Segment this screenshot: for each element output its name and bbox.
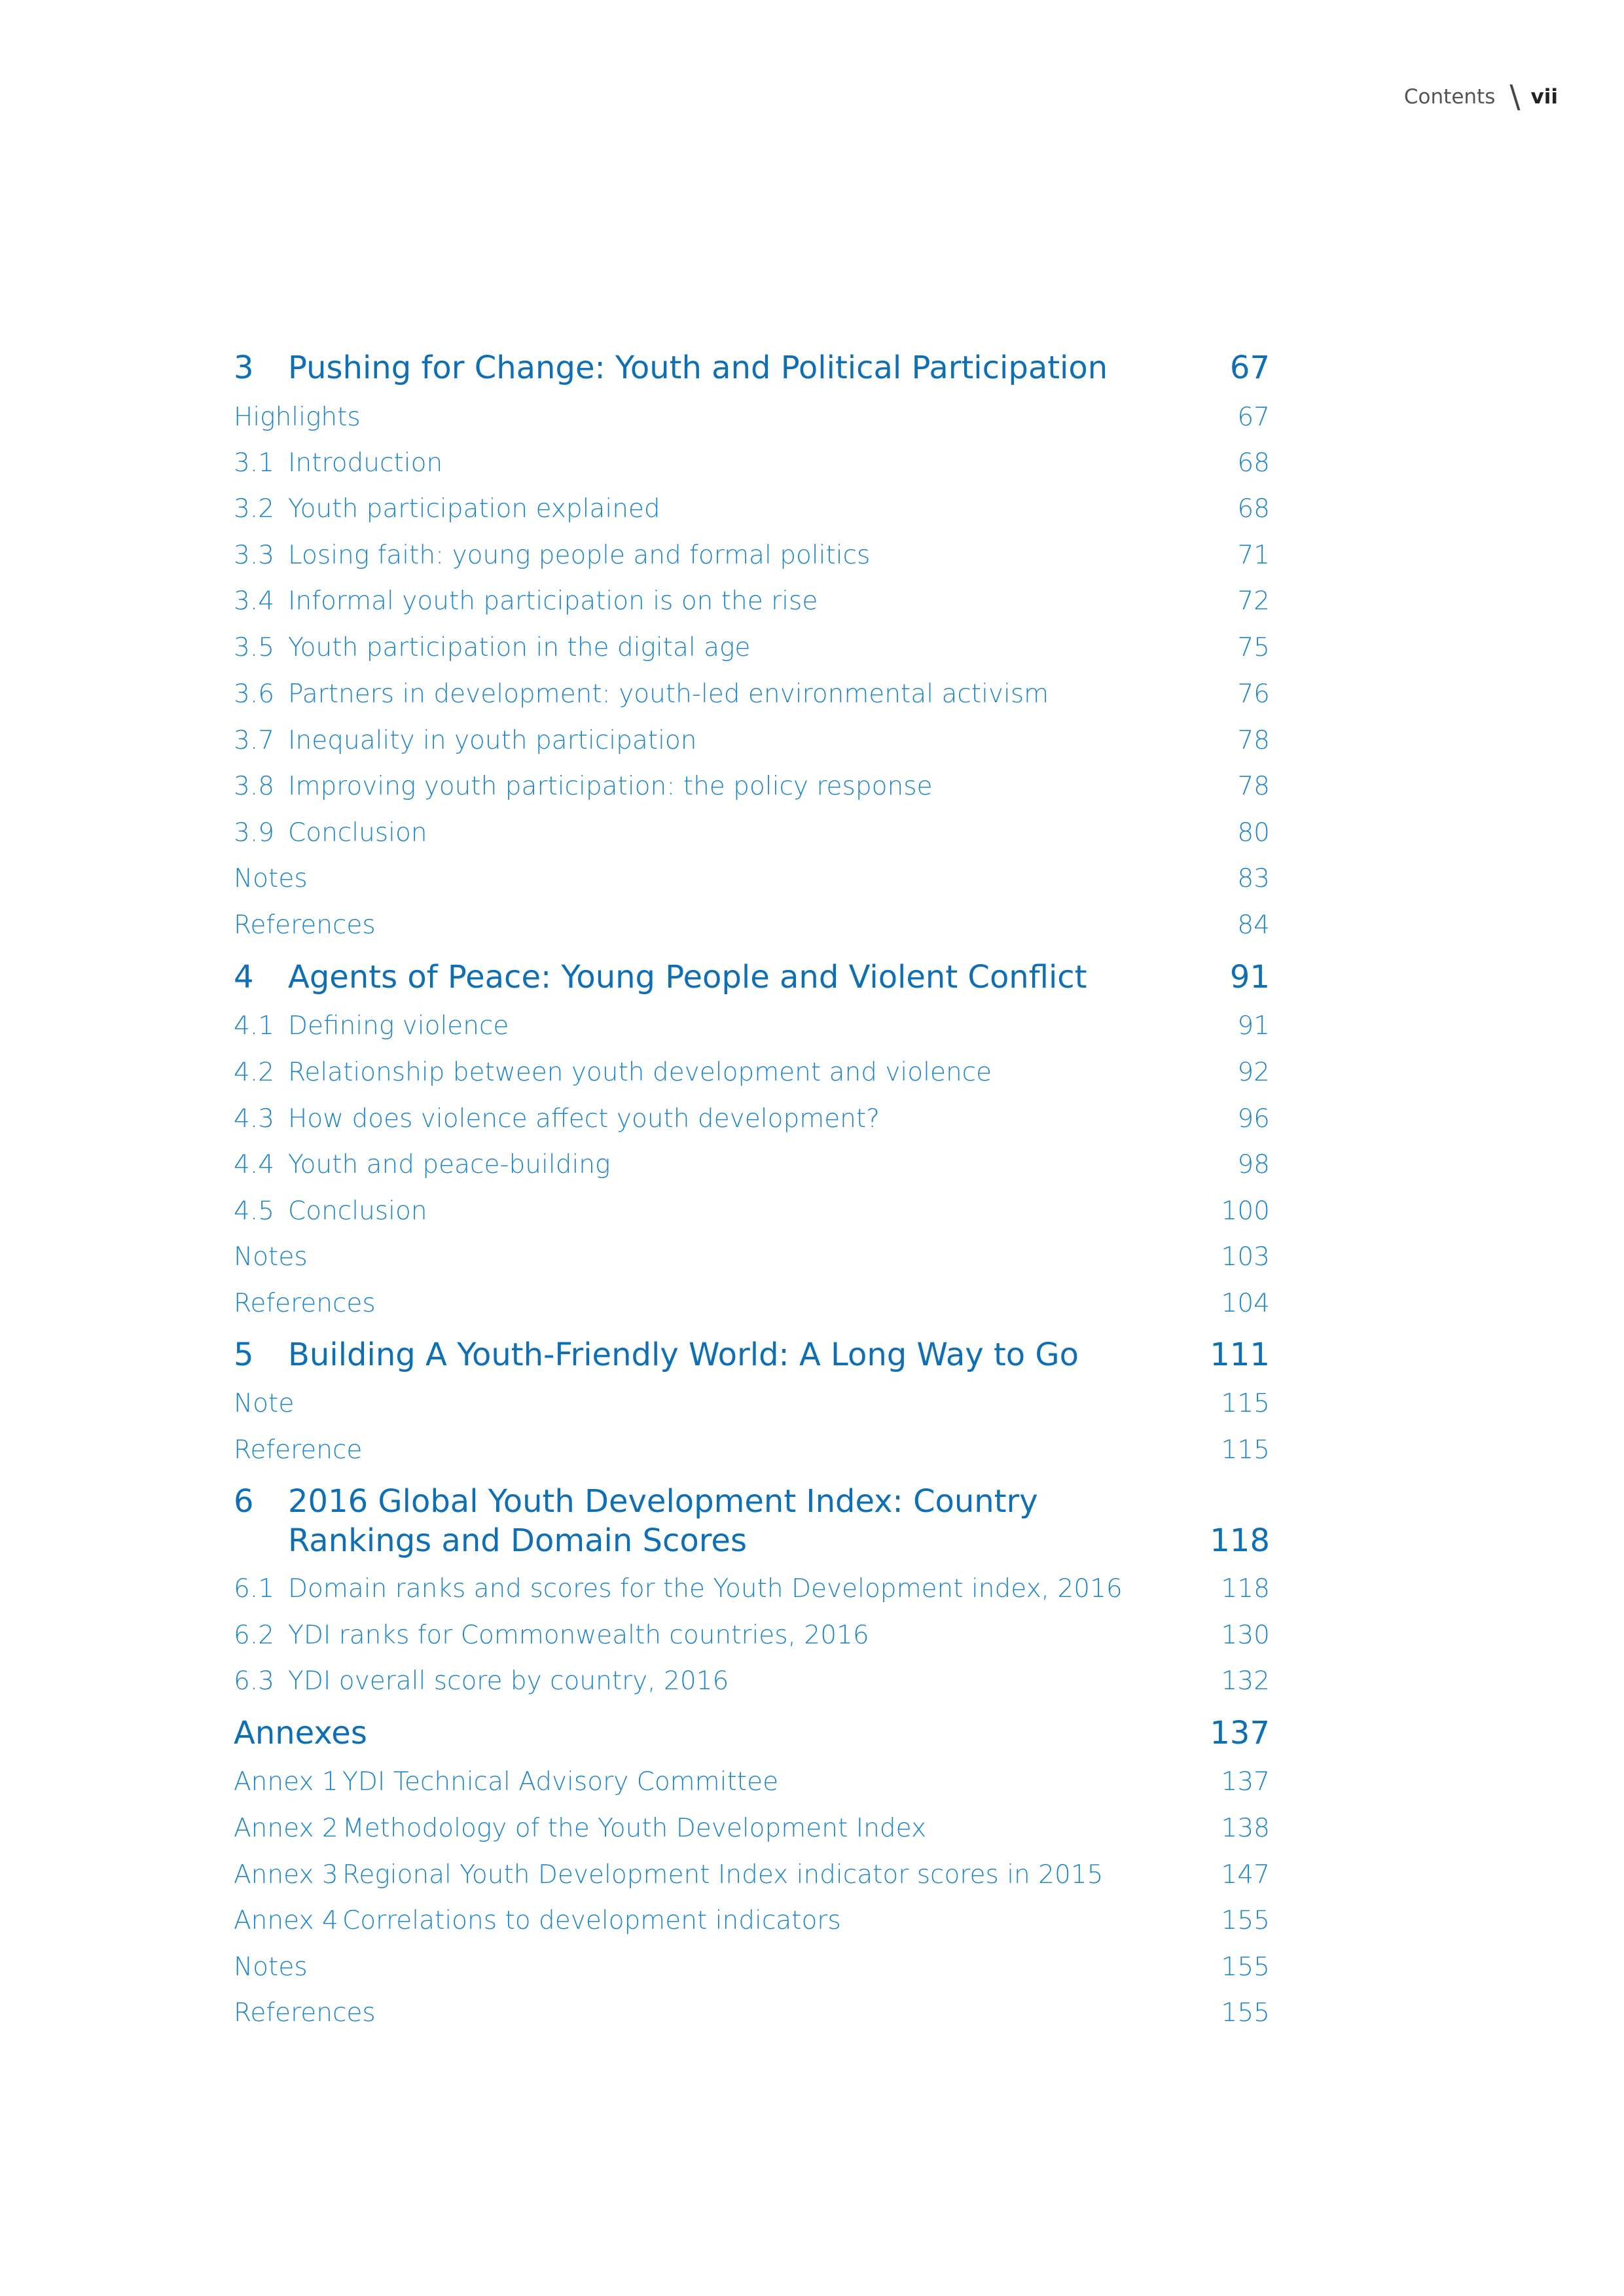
toc-number: 6.2: [234, 1621, 275, 1650]
toc-title: Regional Youth Development Index indicator scores in 2015: [342, 1860, 1104, 1890]
toc-title: Domain ranks and scores for the Youth Development index, 2016: [288, 1574, 1123, 1604]
toc-page: 96: [1237, 1104, 1270, 1134]
toc-page: 72: [1237, 586, 1270, 616]
toc-title: Notes: [234, 864, 308, 893]
toc-page: 67: [1237, 403, 1270, 432]
toc-page: 137: [1210, 1715, 1270, 1751]
toc-entry[interactable]: [234, 1664, 1270, 1698]
toc-number: 6: [234, 1483, 254, 1520]
toc-title: Building A Youth-Friendly World: A Long Way to Go: [288, 1336, 1079, 1373]
toc-page: 111: [1210, 1336, 1270, 1373]
toc-title: Informal youth participation is on the rise: [288, 586, 818, 616]
toc-page: 118: [1210, 1522, 1270, 1559]
toc-page: 92: [1237, 1058, 1270, 1087]
toc-number: 4: [234, 959, 254, 996]
toc-entry[interactable]: [234, 1387, 1270, 1421]
toc-title: Relationship between youth development and violence: [288, 1058, 992, 1087]
toc-page: 155: [1221, 1906, 1270, 1935]
toc-number: Annex 3: [234, 1860, 338, 1890]
toc-number: 3.2: [234, 494, 275, 524]
toc-number: 3.7: [234, 726, 275, 755]
toc-page: 83: [1237, 864, 1270, 893]
toc-entry[interactable]: [234, 1148, 1270, 1182]
toc-title: References: [234, 1998, 376, 2028]
toc-entry[interactable]: [234, 584, 1270, 619]
toc-page: 78: [1237, 772, 1270, 801]
toc-page: 67: [1229, 350, 1270, 386]
toc-page: 80: [1237, 818, 1270, 848]
toc-title: YDI overall score by country, 2016: [288, 1666, 729, 1696]
toc-entry[interactable]: [234, 1619, 1270, 1653]
toc-page: 138: [1221, 1814, 1270, 1843]
toc-title: Defining violence: [288, 1011, 509, 1041]
header-page-number: vii: [1530, 85, 1558, 109]
toc-entry[interactable]: [234, 724, 1270, 758]
toc-page: 68: [1237, 494, 1270, 524]
toc-title: References: [234, 1289, 376, 1318]
toc-title: Notes: [234, 1242, 308, 1272]
toc-title: Note: [234, 1389, 295, 1418]
toc-entry[interactable]: [234, 492, 1270, 526]
header-section-label: Contents: [1403, 85, 1496, 109]
toc-number: 4.5: [234, 1196, 275, 1226]
toc-title: Conclusion: [288, 1196, 427, 1226]
toc-entry[interactable]: [234, 677, 1270, 711]
toc-entry[interactable]: [234, 1194, 1270, 1229]
toc-number: 6.3: [234, 1666, 275, 1696]
toc-chapter-4[interactable]: [234, 958, 1270, 997]
toc-page: 91: [1229, 959, 1270, 996]
toc-entry[interactable]: [234, 401, 1270, 435]
toc-number: 3.3: [234, 541, 275, 570]
toc-page: 84: [1237, 910, 1270, 940]
toc-number: 4.1: [234, 1011, 275, 1041]
toc-page: 132: [1221, 1666, 1270, 1696]
toc-title: Agents of Peace: Young People and Violent Conflict: [288, 959, 1087, 996]
toc-number: Annex 1: [234, 1767, 338, 1797]
toc-entry[interactable]: [234, 1996, 1270, 2030]
toc-page: 147: [1221, 1860, 1270, 1890]
toc-number: 3.6: [234, 679, 275, 709]
toc-number: 3.8: [234, 772, 275, 801]
toc-entry[interactable]: [234, 1102, 1270, 1136]
toc-title: References: [234, 910, 376, 940]
toc-chapter-3[interactable]: [234, 348, 1270, 387]
running-header: [1404, 77, 1558, 117]
toc-chapter-5[interactable]: [234, 1335, 1270, 1374]
toc-entry[interactable]: [234, 816, 1270, 850]
toc-title: Correlations to development indicators: [342, 1906, 841, 1935]
toc-number: 3.4: [234, 586, 275, 616]
toc-page: 130: [1221, 1621, 1270, 1650]
toc-entry[interactable]: [234, 446, 1270, 480]
toc-entry[interactable]: [234, 770, 1270, 804]
toc-title: YDI Technical Advisory Committee: [342, 1767, 779, 1797]
toc-page: 68: [1237, 448, 1270, 478]
toc-title: Partners in development: youth-led environmental activism: [288, 679, 1049, 709]
toc-number: 3.9: [234, 818, 275, 848]
toc-entry[interactable]: [234, 1433, 1270, 1467]
toc-page: 100: [1221, 1196, 1270, 1226]
toc-number: 5: [234, 1336, 254, 1373]
toc-title: Pushing for Change: Youth and Political Participation: [288, 350, 1108, 386]
toc-page: 104: [1221, 1289, 1270, 1318]
toc-entry[interactable]: [234, 631, 1270, 665]
toc-entry[interactable]: [234, 1950, 1270, 1984]
toc-title: YDI ranks for Commonwealth countries, 2016: [288, 1621, 869, 1650]
toc-title: Youth and peace-building: [288, 1150, 611, 1179]
header-separator: \: [1509, 79, 1521, 115]
toc-entry[interactable]: [234, 1812, 1270, 1846]
toc-number: 3.1: [234, 448, 275, 478]
toc-page: 75: [1237, 633, 1270, 662]
toc-title: How does violence affect youth development?: [288, 1104, 880, 1134]
toc-entry[interactable]: [234, 1858, 1270, 1892]
toc-page: 155: [1221, 1952, 1270, 1982]
toc-page: 155: [1221, 1998, 1270, 2028]
toc-entry[interactable]: [234, 1904, 1270, 1938]
toc-chapter-annexes[interactable]: [234, 1713, 1270, 1753]
toc-page: 71: [1237, 541, 1270, 570]
toc-title: Annexes: [234, 1715, 367, 1751]
toc-number: 4.4: [234, 1150, 275, 1179]
toc-number: Annex 4: [234, 1906, 338, 1935]
toc-entry[interactable]: [234, 1240, 1270, 1274]
toc-title: Youth participation in the digital age: [288, 633, 751, 662]
toc-title: 2016 Global Youth Development Index: Country Rankings and Domain Scores: [288, 1483, 1038, 1559]
toc-page: 76: [1237, 679, 1270, 709]
toc-title: Notes: [234, 1952, 308, 1982]
toc-title: Introduction: [288, 448, 443, 478]
toc-page: 115: [1221, 1435, 1270, 1465]
toc-entry[interactable]: [234, 862, 1270, 896]
toc-entry[interactable]: [234, 1287, 1270, 1321]
toc-entry[interactable]: [234, 539, 1270, 573]
toc-title: Reference: [234, 1435, 363, 1465]
toc-number: 6.1: [234, 1574, 275, 1604]
toc-entry[interactable]: [234, 1009, 1270, 1043]
toc-entry[interactable]: [234, 1765, 1270, 1799]
toc-number: Annex 2: [234, 1814, 338, 1843]
toc-number: 3: [234, 350, 254, 386]
toc-title: Youth participation explained: [288, 494, 660, 524]
toc-page: 91: [1237, 1011, 1270, 1041]
toc-entry[interactable]: [234, 1056, 1270, 1090]
toc-title: Losing faith: young people and formal politics: [288, 541, 871, 570]
toc-page: 137: [1221, 1767, 1270, 1797]
toc-title: Methodology of the Youth Development Index: [342, 1814, 927, 1843]
toc-number: 4.2: [234, 1058, 275, 1087]
toc-title: Improving youth participation: the policy response: [288, 772, 933, 801]
toc-page: 78: [1237, 726, 1270, 755]
toc-title: Conclusion: [288, 818, 427, 848]
toc-title: Highlights: [234, 403, 361, 432]
toc-entry[interactable]: [234, 1572, 1270, 1606]
toc-page: 103: [1221, 1242, 1270, 1272]
toc-title: Inequality in youth participation: [288, 726, 697, 755]
toc-number: 4.3: [234, 1104, 275, 1134]
toc-chapter-6[interactable]: [234, 1482, 1270, 1560]
toc-entry[interactable]: [234, 908, 1270, 942]
toc-page: 118: [1221, 1574, 1270, 1604]
toc-number: 3.5: [234, 633, 275, 662]
toc-page: 98: [1237, 1150, 1270, 1179]
toc-page: 115: [1221, 1389, 1270, 1418]
